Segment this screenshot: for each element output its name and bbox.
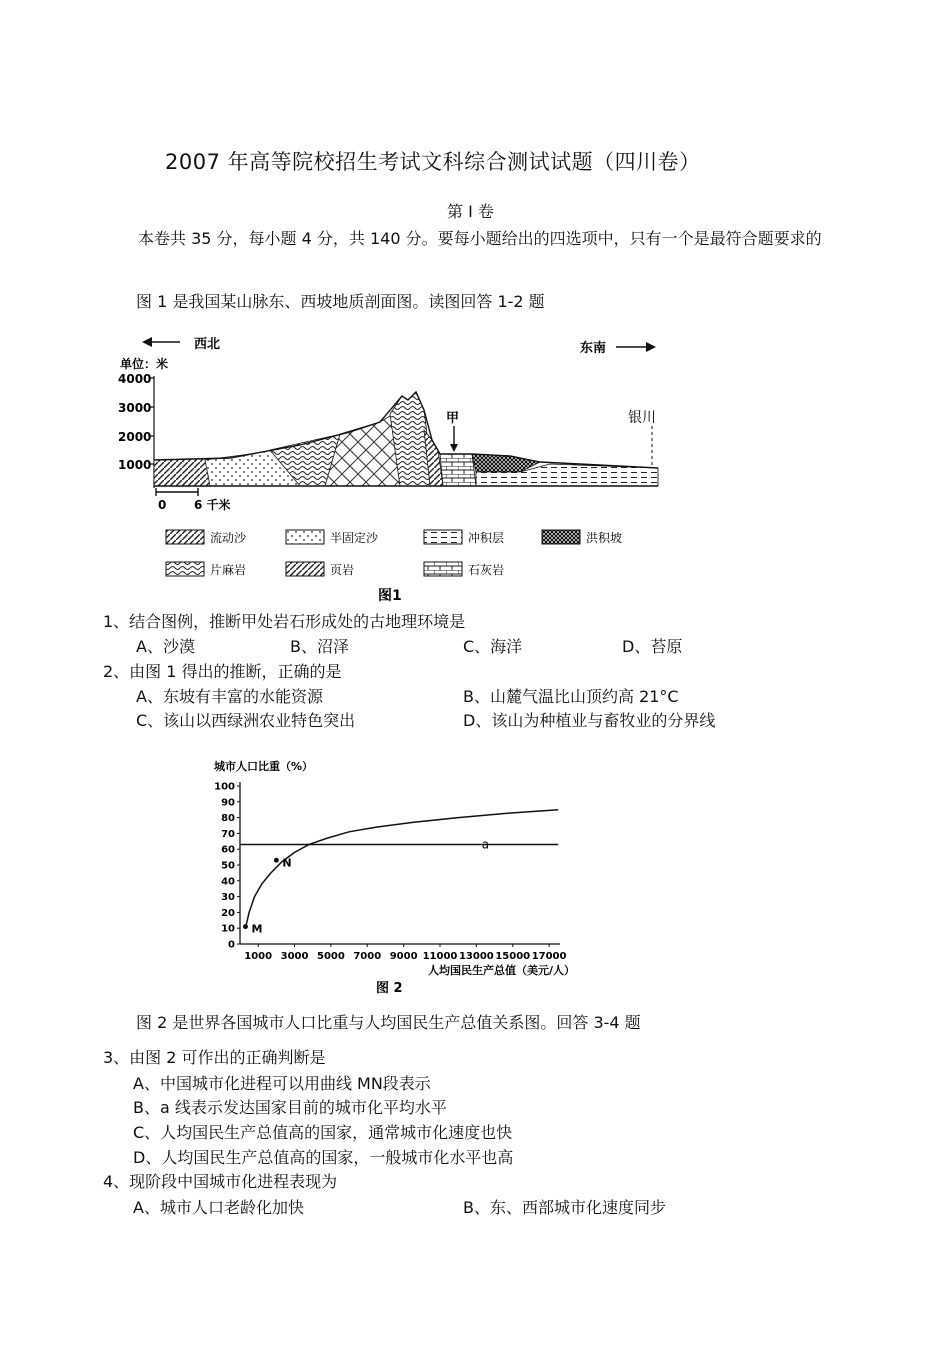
point-N-marker [274,858,279,863]
x-tick-label-3000: 3000 [280,951,309,962]
legend-diluvial-slope: 洪积坡 [586,531,623,545]
fig1-caption: 图1 [378,588,402,604]
x-tick-label-9000: 9000 [389,951,418,962]
legend-swatch-gneiss [166,562,204,576]
legend-flowing-sand: 流动沙 [210,531,247,545]
y-tick-label-80: 80 [221,813,235,825]
q3-option-a: A、中国城市化进程可以用曲线 MN段表示 [133,1074,431,1093]
chart-xlabel: 人均国民生产总值（美元/人） [428,964,576,977]
legend-swatch-limestone [424,562,462,576]
y-tick-1000: 1000 [118,458,152,472]
legend-swatch-semi-fixed-sand [286,530,324,544]
legend-alluvium: 冲积层 [468,531,505,545]
q1-option-a: A、沙漠 [136,637,195,656]
chart-ylabel: 城市人口比重（%） [214,760,314,773]
unit-label: 单位：米 [120,357,169,371]
q1-option-c: C、海洋 [463,637,523,656]
scale-zero: 0 [158,498,167,512]
q4-option-b: B、东、西部城市化速度同步 [463,1198,666,1217]
x-tick-label-13000: 13000 [458,951,494,962]
q3-option-c: C、人均国民生产总值高的国家，通常城市化速度也快 [133,1123,513,1142]
line-a-label: a [481,837,490,852]
scale-six-km: 6 千米 [194,498,231,512]
stratum-limestone [440,454,476,486]
figure-1-cross-section [110,330,670,605]
y-tick-label-90: 90 [221,797,235,809]
legend-swatch-flowing-sand [166,530,204,544]
scale-bar [156,488,198,496]
y-tick-4000: 4000 [118,372,152,386]
y-tick-label-70: 70 [221,828,235,840]
y-tick-label-60: 60 [221,844,235,856]
point-M-marker [243,924,248,929]
q1-option-d: D、苔原 [622,637,683,656]
point-M-label: M [251,922,263,936]
y-tick-3000: 3000 [118,401,152,415]
q2-stem: 2、由图 1 得出的推断，正确的是 [103,662,342,681]
intro-paragraph: 本卷共 35 分，每小题 4 分，共 140 分。要每小题给出的四选项中，只有一个是最符合题要求的 [138,229,822,248]
fig2-caption: 图 2 [376,981,403,996]
q2-option-c: C、该山以西绿洲农业特色突出 [136,711,356,730]
x-tick-label-17000: 17000 [531,951,567,962]
legend-limestone: 石灰岩 [468,563,505,577]
legend-swatch-diluvial-slope [542,530,580,544]
legend-swatch-shale [286,562,324,576]
q1-stem: 1、结合图例，推断甲处岩石形成处的古地理环境是 [103,612,466,631]
legend-gneiss: 片麻岩 [210,563,247,577]
jia-arrowhead [450,444,458,452]
x-tick-label-15000: 15000 [495,951,531,962]
legend-swatch-alluvium [424,530,462,544]
q2-option-b: B、山麓气温比山顶约高 21°C [463,687,679,706]
q2-option-a: A、东坡有丰富的水能资源 [136,687,323,706]
q4-option-a: A、城市人口老龄化加快 [133,1198,304,1217]
x-tick-label-5000: 5000 [316,951,345,962]
y-tick-label-0: 0 [228,939,235,951]
point-N-label: N [282,856,292,870]
y-tick-label-10: 10 [221,923,235,935]
y-tick-label-40: 40 [221,876,235,888]
q4-stem: 4、现阶段中国城市化进程表现为 [103,1172,338,1191]
q1-option-b: B、沼泽 [290,637,349,656]
x-tick-label-7000: 7000 [353,951,382,962]
legend [166,530,622,577]
section-heading: 第 I 卷 [447,202,494,221]
arrow-northwest [142,337,180,347]
y-tick-label-20: 20 [221,907,235,919]
y-tick-label-30: 30 [221,892,235,904]
fig2-intro: 图 2 是世界各国城市人口比重与人均国民生产总值关系图。回答 3-4 题 [136,1013,641,1032]
label-jia: 甲 [446,411,460,426]
x-tick-label-11000: 11000 [422,951,458,962]
y-tick-label-50: 50 [221,860,235,872]
series-curve-line [245,810,558,929]
q3-option-d: D、人均国民生产总值高的国家，一般城市化水平也高 [133,1148,514,1167]
label-yinchuan: 银川 [628,410,656,426]
y-tick-label-100: 100 [214,781,235,793]
figure-2-chart [210,756,590,996]
arrow-southeast [616,342,656,352]
label-northwest: 西北 [194,337,221,352]
x-tick-label-1000: 1000 [244,951,273,962]
y-tick-2000: 2000 [118,430,152,444]
legend-shale: 页岩 [330,563,355,577]
label-southeast: 东南 [580,341,607,356]
page-title: 2007 年高等院校招生考试文科综合测试试题（四川卷） [165,150,701,174]
q2-option-d: D、该山为种植业与畜牧业的分界线 [463,711,716,730]
fig1-intro: 图 1 是我国某山脉东、西坡地质剖面图。读图回答 1-2 题 [136,292,545,311]
q3-stem: 3、由图 2 可作出的正确判断是 [103,1048,326,1067]
legend-semi-fixed-sand: 半固定沙 [330,531,379,545]
q3-option-b: B、a 线表示发达国家目前的城市化平均水平 [133,1098,447,1117]
